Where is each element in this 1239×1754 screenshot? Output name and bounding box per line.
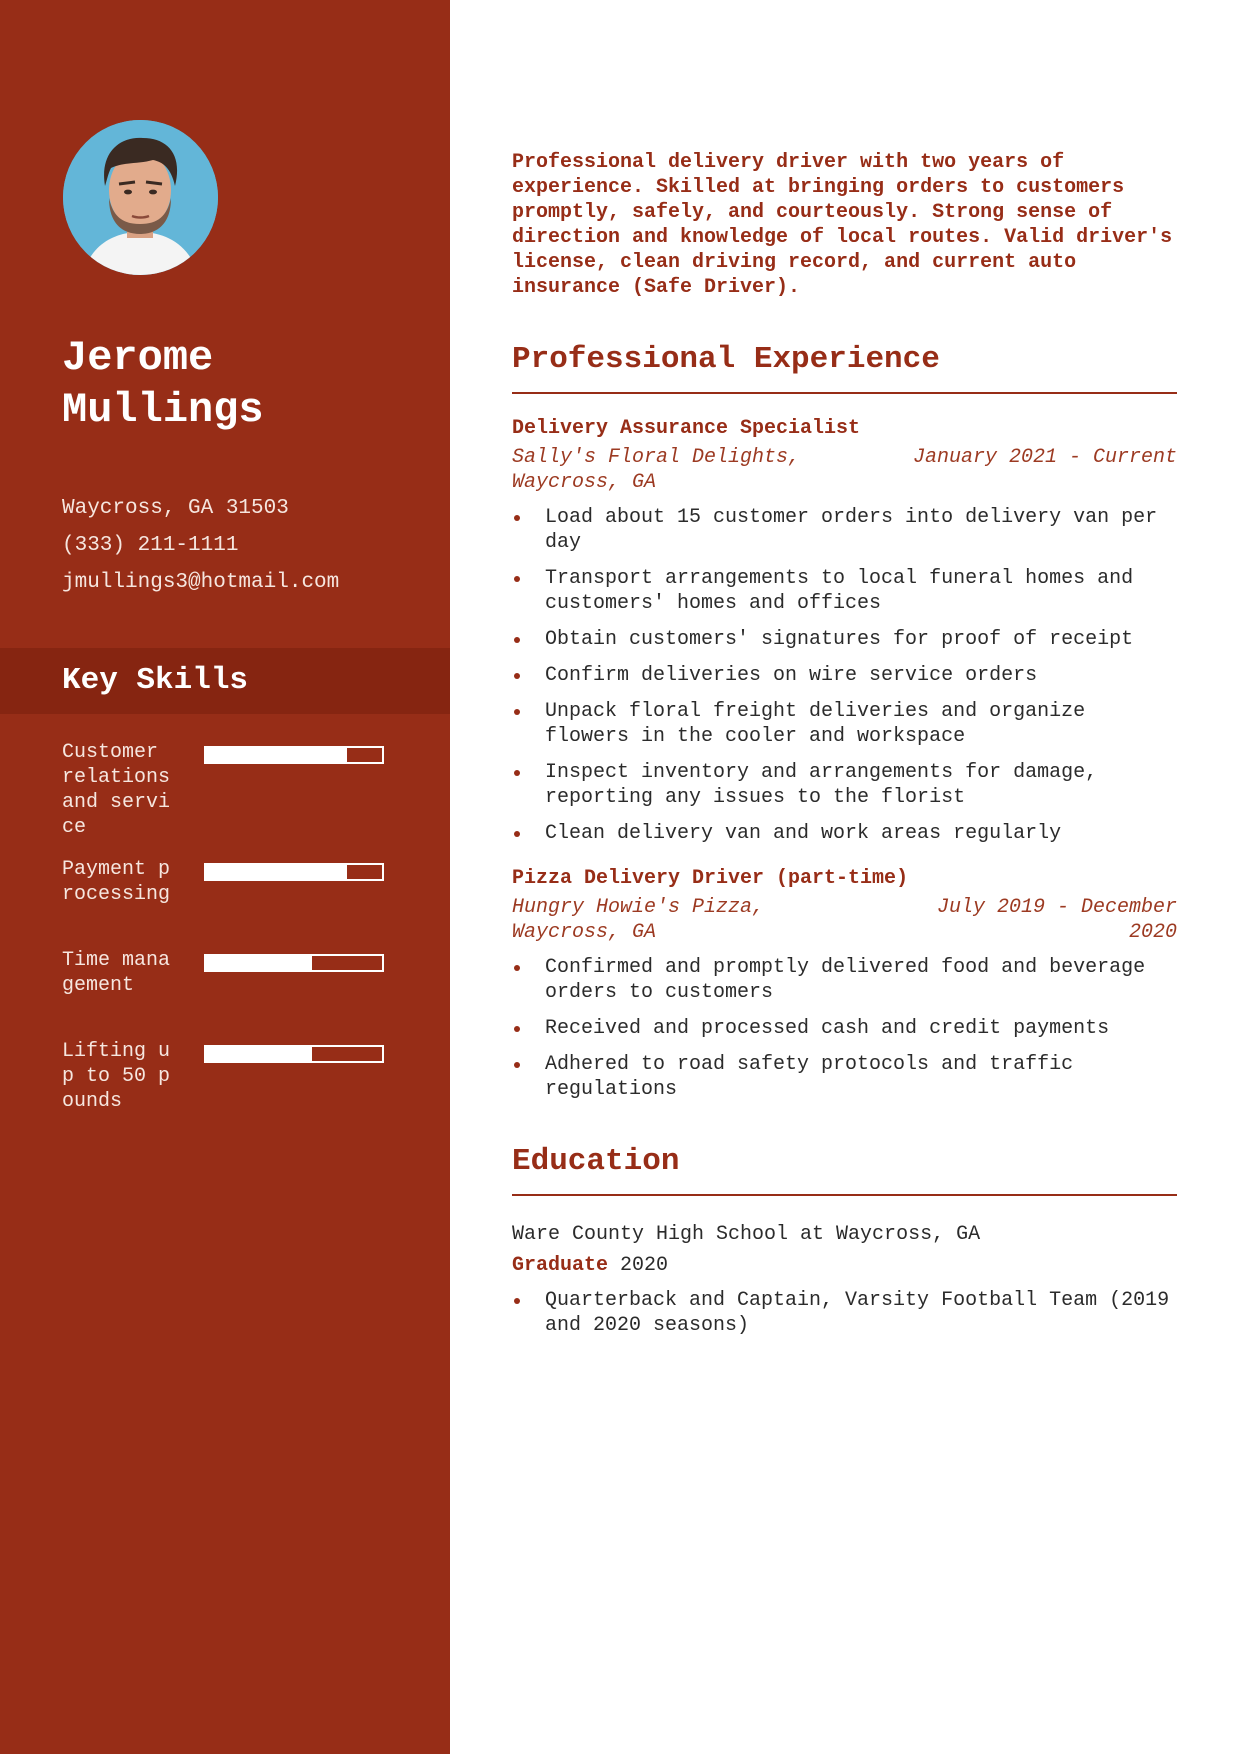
job-duties <box>512 955 1177 1102</box>
bullet-dot-icon <box>514 637 520 643</box>
duty-text: Unpack floral freight deliveries and organize flowers in the cooler and workspace <box>545 700 1086 748</box>
contact-phone: (333) 211-1111 <box>62 534 239 557</box>
candidate-name <box>62 332 422 436</box>
skill-level-bar <box>204 746 384 764</box>
skill-level-fill <box>206 748 347 762</box>
education-school: Ware County High School at Waycross, GA <box>512 1223 981 1246</box>
skill-item <box>62 1039 402 1114</box>
bullet-dot-icon <box>514 1298 520 1304</box>
skill-level-bar <box>204 1045 384 1063</box>
skill-item <box>62 857 402 907</box>
duty-text: Transport arrangements to local funeral homes and customers' homes and offices <box>545 567 1134 615</box>
skill-label: Lifting up to 50 pounds <box>62 1040 171 1113</box>
job-meta <box>512 445 1177 495</box>
duty-item <box>512 955 1177 1005</box>
job-title: Delivery Assurance Specialist <box>512 417 861 440</box>
duty-item <box>512 821 1177 846</box>
professional-summary: Professional delivery driver with two years of experience. Skilled at bringing orders to customers promptly, safely, and courteously. Strong sense of direction and knowledge of local routes. Valid driver's license, clean driving record, and current auto insurance (Safe Driver). <box>512 151 1173 299</box>
job-company: Hungry Howie's Pizza, Waycross, GA <box>512 896 765 944</box>
duty-text: Confirm deliveries on wire service orders <box>545 664 1038 687</box>
duty-text: Obtain customers' signatures for proof of receipt <box>545 628 1134 651</box>
education-degree <box>512 1253 1177 1278</box>
contact-email[interactable]: jmullings3@hotmail.com <box>62 571 340 594</box>
duty-item <box>512 760 1177 810</box>
contact-address: Waycross, GA 31503 <box>62 497 289 520</box>
profile-photo <box>63 120 218 275</box>
bullet-dot-icon <box>514 515 520 521</box>
duty-item <box>512 566 1177 616</box>
duty-text: Adhered to road safety protocols and traffic regulations <box>545 1053 1074 1101</box>
job-title: Pizza Delivery Driver (part-time) <box>512 867 909 890</box>
bullet-dot-icon <box>514 576 520 582</box>
bullet-dot-icon <box>514 965 520 971</box>
bullet-dot-icon <box>514 709 520 715</box>
job-entry <box>512 866 1177 1102</box>
job-entry <box>512 416 1177 846</box>
highlight-text: Quarterback and Captain, Varsity Football Team (2019 and 2020 seasons) <box>545 1289 1170 1337</box>
skill-level-bar <box>204 863 384 881</box>
sidebar <box>0 0 450 1754</box>
skill-label: Time management <box>62 949 171 997</box>
degree-label: Graduate <box>512 1254 609 1277</box>
duty-text: Received and processed cash and credit payments <box>545 1017 1110 1040</box>
duty-item <box>512 1016 1177 1041</box>
skill-level-fill <box>206 1047 312 1061</box>
skill-item <box>62 948 402 998</box>
duty-item <box>512 627 1177 652</box>
degree-year: 2020 <box>620 1254 669 1277</box>
highlight-item <box>512 1288 1177 1338</box>
name-last: Mullings <box>62 386 264 434</box>
bullet-dot-icon <box>514 831 520 837</box>
skill-level-fill <box>206 865 347 879</box>
duty-item <box>512 505 1177 555</box>
duty-text: Inspect inventory and arrangements for damage, reporting any issues to the florist <box>545 761 1098 809</box>
job-duties <box>512 505 1177 846</box>
skill-item <box>62 740 402 840</box>
portrait-image <box>63 120 218 275</box>
bullet-dot-icon <box>514 673 520 679</box>
job-company: Sally's Floral Delights, Waycross, GA <box>512 446 801 494</box>
education-title: Education <box>512 1142 1177 1196</box>
bullet-dot-icon <box>514 1062 520 1068</box>
duty-text: Clean delivery van and work areas regularly <box>545 822 1062 845</box>
name-first: Jerome <box>62 334 214 382</box>
experience-title: Professional Experience <box>512 340 1177 394</box>
skill-level-fill <box>206 956 312 970</box>
education-highlights <box>512 1288 1177 1338</box>
skill-label: Payment processing <box>62 858 171 906</box>
skills-title: Key Skills <box>62 663 249 698</box>
education-section <box>512 1142 1177 1338</box>
duty-text: Load about 15 customer orders into delivery van per day <box>545 506 1158 554</box>
skill-level-bar <box>204 954 384 972</box>
contact-info <box>62 490 432 601</box>
bullet-dot-icon <box>514 770 520 776</box>
duty-item <box>512 663 1177 688</box>
main-content <box>512 150 1177 1349</box>
bullet-dot-icon <box>514 1026 520 1032</box>
duty-item <box>512 699 1177 749</box>
skill-label: Customer relations and service <box>62 741 171 839</box>
experience-section <box>512 340 1177 1102</box>
job-dates: July 2019 - December 2020 <box>936 896 1177 944</box>
duty-text: Confirmed and promptly delivered food and beverage orders to customers <box>545 956 1146 1004</box>
job-dates: January 2021 - Current <box>912 446 1177 469</box>
duty-item <box>512 1052 1177 1102</box>
job-meta <box>512 895 1177 945</box>
